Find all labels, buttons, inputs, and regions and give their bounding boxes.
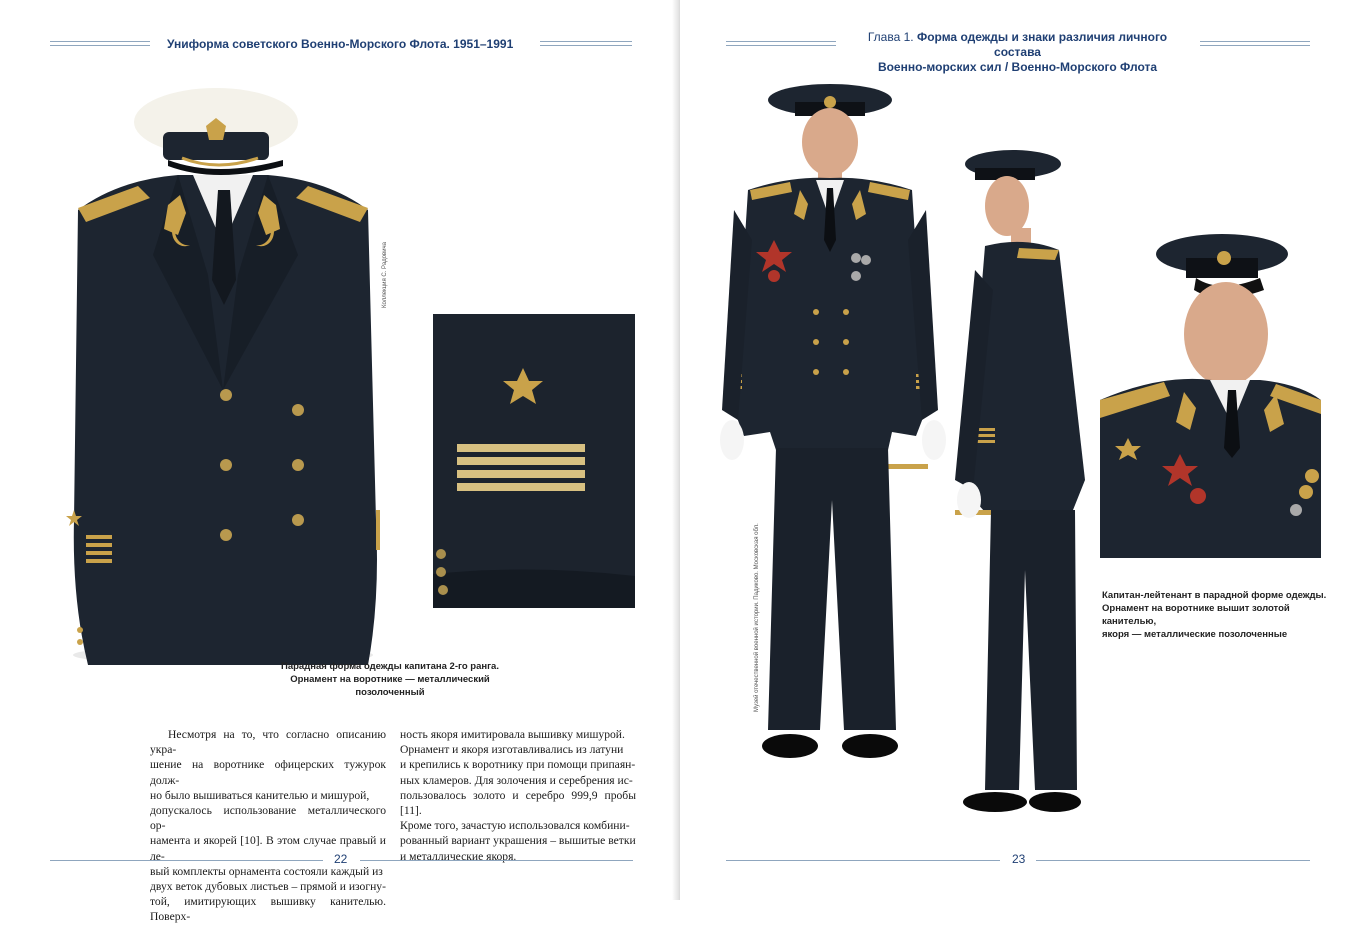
photo-credit-right: Музей отечественной военной истории. Падиково. Московская обл.: [754, 523, 760, 712]
footer-rule-right: [360, 860, 633, 861]
photo-credit-left: Коллекция С. Радовича: [382, 241, 388, 308]
right-page: [680, 0, 1359, 900]
caption-left: [270, 660, 510, 699]
caption-line: Парадная форма одежды капитана 2-го ранга.: [281, 661, 499, 672]
text-line: той, имитирующих вышивку канителью. Поверх-: [150, 895, 386, 924]
jacket-photo: [58, 80, 388, 672]
header-rule-right: [1200, 41, 1310, 46]
left-page: [0, 0, 680, 924]
sleeve-detail-photo: [433, 314, 635, 608]
text-line: рованный вариант украшения – вышитые ветки: [400, 834, 636, 848]
footer-rule-left: [726, 860, 1000, 861]
text-line: намента и якорей [10]. В этом случае правый и ле-: [150, 834, 386, 863]
text-line: двух веток дубовых листьев – прямой и изогну-: [150, 880, 386, 894]
header-rule-left: [726, 41, 836, 46]
text-line: Орнамент и якоря изготавливались из латуни: [400, 743, 624, 757]
text-line: вый комплекты орнамента состояли каждый из: [150, 864, 383, 878]
text-line: Кроме того, зачастую использовался комбини-: [400, 819, 630, 833]
mannequin-profile-photo: [955, 150, 1105, 830]
text-line: Несмотря на то, что согласно описанию укра-: [150, 728, 386, 757]
footer-rule-right: [1036, 860, 1310, 861]
chapter-label: Глава 1.: [867, 30, 914, 44]
text-line: и металлические якоря.: [400, 849, 517, 863]
text-line: пользовалось золото и серебро 999,9 пробы [11].: [400, 788, 636, 818]
text-line: допускалось использование металлического ор-: [150, 804, 386, 833]
running-head-right: [845, 30, 1190, 75]
running-head-line: Глава 1. Форма одежды и знаки различия личного состава: [867, 30, 1168, 59]
body-column-2: [400, 727, 636, 864]
running-head-line: Военно-морских сил / Военно-Морского Флота: [877, 60, 1158, 74]
running-head-left: Униформа советского Военно-Морского Флота. 1951–1991: [167, 37, 514, 51]
caption-line: Орнамент на воротнике вышит золотой канителью,: [1102, 603, 1290, 627]
text-line: ность якоря имитировала вышивку мишурой.: [400, 728, 625, 741]
text-line: ных кламеров. Для золочения и серебрения ис-: [400, 773, 633, 787]
caption-line: Орнамент на воротнике — металлический позолоченный: [290, 674, 490, 698]
footer-rule-left: [50, 860, 323, 861]
header-rule-right: [540, 41, 632, 46]
bust-closeup-photo: [1100, 214, 1321, 558]
header-rule-left: [50, 41, 150, 46]
caption-line: якоря — металлические позолоченные: [1102, 629, 1288, 640]
text-line: шение на воротнике офицерских тужурок долж-: [150, 758, 386, 787]
page-number-right: 23: [1012, 852, 1026, 866]
caption-line: Капитан-лейтенант в парадной форме одежды.: [1102, 590, 1327, 601]
text-line: но было вышиваться канителью и мишурой,: [150, 788, 370, 802]
text-line: и крепились к воротнику при помощи припаян-: [400, 758, 636, 772]
caption-right: [1102, 589, 1327, 641]
page-number-left: 22: [334, 852, 348, 866]
body-column-1: [150, 727, 386, 925]
